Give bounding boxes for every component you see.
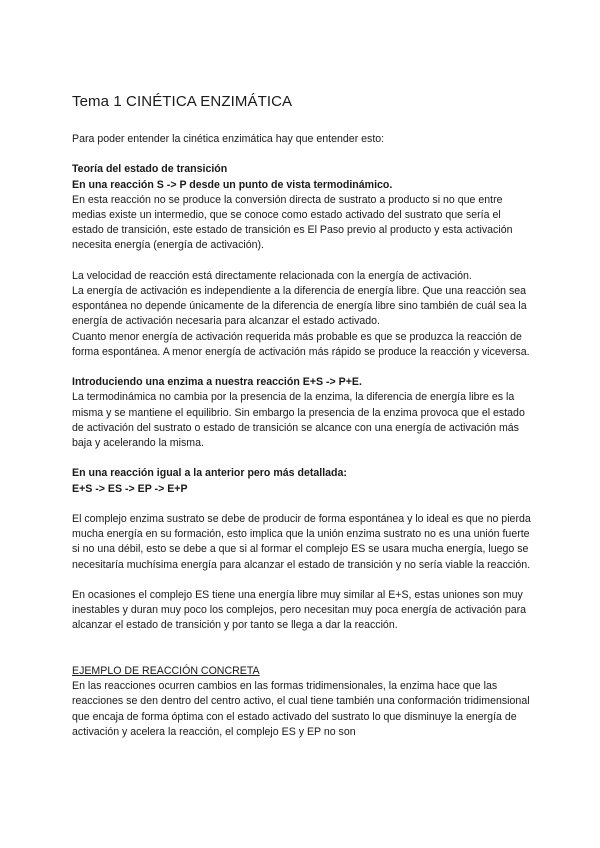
paragraph-enzyme: La termodinámica no cambia por la presencia de la enzima, la diferencia de energía libre es la misma y se mantiene el equilibrio. Sin embargo la presencia de la enzima provoca que el estado de activación del sustrato o estado de transición se alcance con una energía de activación más baja y acelerando la misma.: [72, 391, 525, 450]
section-heading-transition-state: Teoría del estado de transición: [72, 163, 228, 176]
section-heading-enzyme: Introduciendo una enzima a nuestra reacción E+S -> P+E.: [72, 376, 362, 389]
section-subheading-reaction: En una reacción S -> P desde un punto de vista termodinámico.: [72, 178, 393, 191]
document-body: [72, 132, 534, 740]
paragraph-reaction-rate: La velocidad de reacción está directamente relacionada con la energía de activación.: [72, 269, 472, 282]
paragraph-example: En las reacciones ocurren cambios en las formas tridimensionales, la enzima hace que las reacciones se den dentro del centro activo, el cual tiene también una conformación tridimensional que encaja de forma óptima con el estado activado del sustrato lo que disminuye la energía de activación y acelera la reacción, el complejo ES y EP no son: [72, 680, 530, 738]
paragraph-es-complex: El complejo enzima sustrato se debe de producir de forma espontánea y lo ideal es que no pierda mucha energía en su formación, esto implica que la unión enzima sustrato no es una unión fuerte si no una débil, esto se debe a que si al formar el complejo ES se usara mucha energía, luego se necesitaría muchísima energía para alcanzar el estado de transición y no sería viable la reacción.: [72, 513, 531, 571]
paragraph-es-unstable: En ocasiones el complejo ES tiene una energía libre muy similar al E+S, estas uniones son muy inestables y duran muy poco los complejos, pero necesitan muy poca energía de activación para alcanzar el estado de transición y por tanto se llega a dar la reacción.: [72, 589, 527, 632]
section-heading-example: EJEMPLO DE REACCIÓN CONCRETA: [72, 664, 260, 677]
reaction-equation: E+S -> ES -> EP -> E+P: [72, 482, 188, 495]
section-heading-detailed: En una reacción igual a la anterior pero más detallada:: [72, 467, 347, 480]
intro-paragraph: Para poder entender la cinética enzimática hay que entender esto:: [72, 133, 385, 145]
paragraph-transition-state: En esta reacción no se produce la conversión directa de sustrato a producto si no que entre medias existe un intermedio, que se conoce como estado activado del sustrato que sería el estado de transición, este estado de transición es El Paso previo al producto y esta activación necesita energía (energía de activación).: [72, 193, 513, 252]
paragraph-lower-activation: Cuanto menor energía de activación requerida más probable es que se produzca la reacción de forma espontánea. A menor energía de activación más rápido se produce la reacción y viceversa.: [72, 330, 530, 358]
paragraph-activation-energy: La energía de activación es independiente a la diferencia de energía libre. Que una reacción sea espontánea no depende únicamente de la diferencia de energía libre sino también de cuál sea la energía de activación necesaria para alcanzar el estado activado.: [72, 285, 527, 328]
page-title: Tema 1 CINÉTICA ENZIMÁTICA: [72, 93, 293, 110]
